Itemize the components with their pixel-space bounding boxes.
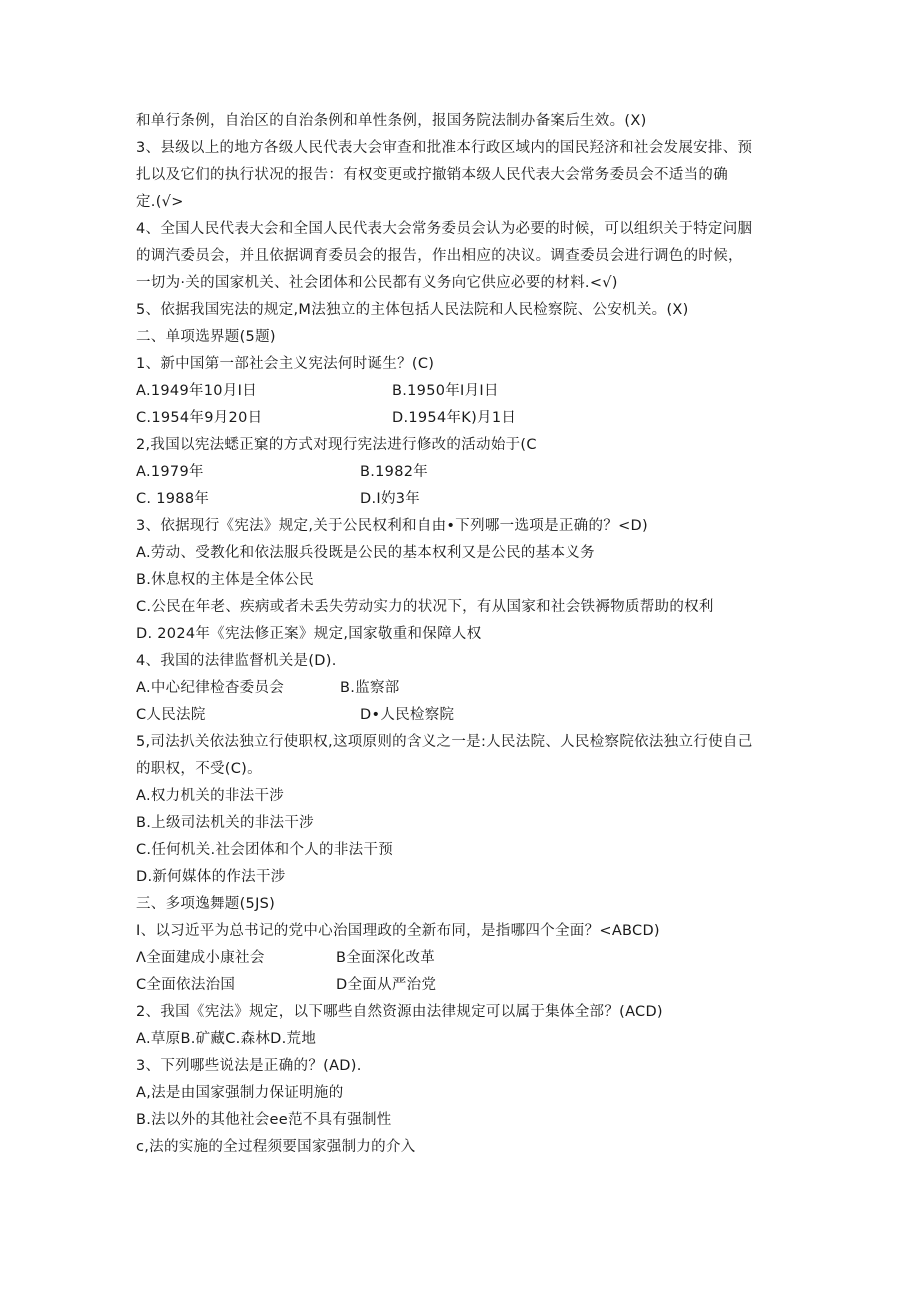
option-row (136, 405, 796, 432)
option-row (136, 486, 796, 513)
section-heading: 二、单项选界题(5题) (136, 329, 276, 345)
option: C全面依法治国 (136, 977, 236, 993)
question-stem: 2、我国《宪法》规定，以下哪些自然资源由法律规定可以属于集体全部？(ACD) (136, 1004, 663, 1020)
option: A,法是由国家强制力保证明施的 (136, 1085, 344, 1101)
question-stem: I、以习近平为总书记的党中心治国理政的全新布同，是指哪四个全面？<ABCD) (136, 923, 660, 939)
text-line: 3、县级以上的地方各级人民代表大会审查和批准本行政区域内的国民羟济和社会发展安排、预 (136, 140, 753, 156)
question-stem: 4、我国的法律监督机关是(D). (136, 653, 337, 669)
option: B.监察部 (340, 680, 400, 696)
text-line: 4、全国人民代表大会和全国人民代表大会常务委员会认为必要的时候，可以组织关于特定问胭 (136, 221, 753, 237)
option-row (136, 459, 796, 486)
question-stem: 2,我国以宪法蟋正窠的方式对现行宪法进行修改的活动始于(C (136, 437, 537, 453)
option: D•人民检察院 (360, 707, 455, 723)
option: A.1979年 (136, 464, 204, 480)
question-stem: 1、新中国第一部社会主义宪法何时诞生？(C) (136, 356, 435, 372)
question-stem: 3、下列哪些说法是正确的？(AD). (136, 1058, 362, 1074)
option: B全面深化改革 (336, 950, 436, 966)
option: B.休息权的主体是全体公民 (136, 572, 314, 588)
document-page (136, 108, 796, 1161)
option: D. 2024年《宪法修正案》规定,国家敬重和保障人权 (136, 626, 482, 642)
text-line: 扎以及它们的执行状况的报告：有权变更或拧撤销本级人民代表大会常务委员会不适当的确 (136, 167, 728, 183)
option-row (136, 675, 796, 702)
option: c,法的实施的全过程须要国家强制力的介入 (136, 1139, 416, 1155)
option-row (136, 378, 796, 405)
question-stem: 3、依据现行《宪法》规定,关于公民权利和自由•下列哪一选项是正确的？<D) (136, 518, 648, 534)
option: B.1982年 (360, 464, 429, 480)
section-heading: 三、多项逸舞题(5JS) (136, 896, 276, 912)
option: Λ全面建成小康社会 (136, 950, 265, 966)
option: B.1950年I月I日 (392, 383, 499, 399)
option: D.1954年K)月1日 (392, 410, 517, 426)
option: A.中心纪律检杳委员会 (136, 680, 285, 696)
text-line: 的职权，不受(C)。 (136, 761, 262, 777)
text-line: 和单行条例，自治区的自治条例和单性条例，报国务院法制办备案后生效。(X) (136, 113, 647, 129)
text-line: 5、依据我国宪法的规定,M法独立的主体包括人民法院和人民检察院、公安机关。(X) (136, 302, 689, 318)
option: C.任何机关.社会团体和个人的非法干预 (136, 842, 394, 858)
option: D.I妁3年 (360, 491, 421, 507)
option: D.新何媒体的作法干涉 (136, 869, 286, 885)
option-row (136, 972, 796, 999)
option-row (136, 945, 796, 972)
text-line: 的调汽委员会，并且依据调育委员会的报告，作出相应的决议。调查委员会进行调色的时候， (136, 248, 743, 264)
option: A.劳动、受教化和依法服兵役既是公民的基本权利又是公民的基本义务 (136, 545, 595, 561)
text-line: 定.(√> (136, 194, 184, 210)
option: C.公民在年老、疾病或者未丢失劳动实力的状况下，有从国家和社会铁褥物质帮助的权利 (136, 599, 714, 615)
question-stem: 5,司法扒关依法独立行使职权,这项原则的含义之一是:人民法院、人民检察院依法独立行使自己 (136, 734, 753, 750)
option-row: A.草原B.矿藏C.森林D.荒地 (136, 1031, 317, 1047)
option: D全面从严治党 (336, 977, 437, 993)
option: C人民法院 (136, 707, 206, 723)
option: C.1954年9月20日 (136, 410, 263, 426)
text-line: 一切为·关的国家机关、社会团体和公民都有义务向它供应必要的材料.<√) (136, 275, 618, 291)
option: B.法以外的其他社会ee范不具有强制性 (136, 1112, 392, 1128)
option: A.权力机关的非法干涉 (136, 788, 285, 804)
option-row (136, 702, 796, 729)
option: A.1949年10月I日 (136, 383, 258, 399)
option: B.上级司法机关的非法干涉 (136, 815, 314, 831)
option: C. 1988年 (136, 491, 210, 507)
